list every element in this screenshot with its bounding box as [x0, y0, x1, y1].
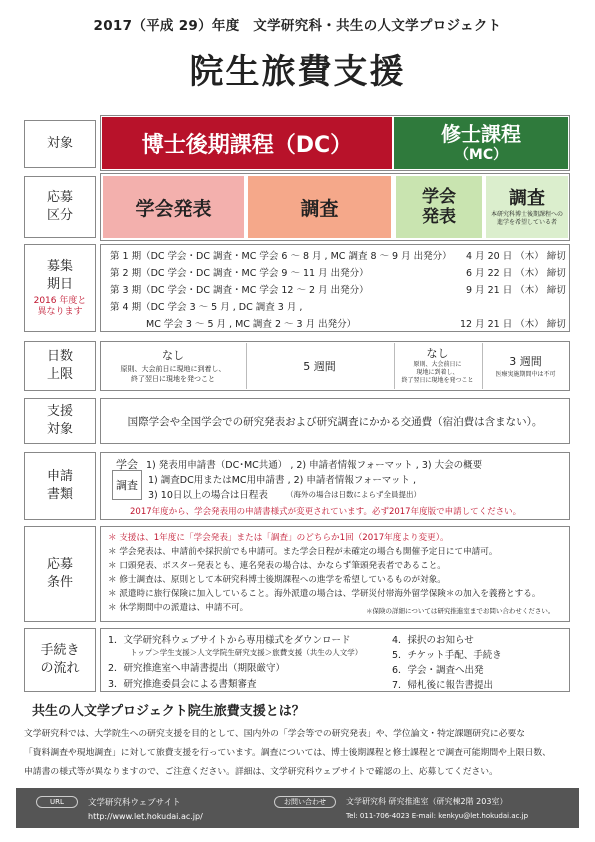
support-label-line1: 支援	[46, 404, 73, 419]
category-label-line1: 応募	[46, 190, 73, 205]
docs-chosa-note: （海外の場合は日数によらず全員提出）	[286, 490, 421, 499]
mc-survey-cell	[486, 176, 568, 238]
condition-item-6: ＊ 休学期間中の派遣は、申請不可。	[108, 603, 249, 613]
category-label-line2: 区分	[46, 208, 73, 223]
mc-survey-text: 調査	[509, 188, 545, 209]
docs-chosa-line2: 3) 10日以上の場合は日程表	[148, 490, 268, 501]
target-label	[24, 120, 96, 168]
footer-contact-badge	[274, 796, 336, 808]
docs-chosa-label	[112, 470, 142, 500]
target-label-text: 対象	[46, 136, 73, 151]
mc-banner	[394, 117, 568, 169]
footer-contact-label: お問い合わせ	[284, 798, 326, 806]
docs-label-line1: 申請	[46, 469, 73, 484]
period-deadline-1: 4 月 20 日 （木） 締切	[466, 251, 566, 262]
dc-banner	[102, 117, 392, 169]
docs-gakkai-text: 1) 発表用申請書（DC･MC共通） , 2) 申請者情報フォーマット , 3) 大会の概要	[146, 460, 483, 471]
about-line-2: 「資料調査や現地調査」に対して旅費支援を行っています。調査については、博士後期課程と修士課程とで調査可能期間や上限日数、	[24, 748, 551, 758]
mc-survey-note1: 本研究科博士後期課程への	[490, 211, 563, 218]
flow-step-4: 4．採択のお知らせ	[392, 635, 474, 646]
days-dc-survey	[246, 343, 392, 389]
flow-step-6: 6．学会・調査へ出発	[392, 665, 484, 676]
days-mc-present-main: なし	[426, 347, 449, 360]
footer-url-label: URL	[50, 798, 64, 806]
days-dc-survey-main: 5 週間	[303, 360, 336, 373]
period-deadline-2: 6 月 22 日 （木） 締切	[466, 268, 566, 279]
days-label	[24, 341, 96, 391]
days-dc-present-main: なし	[162, 349, 184, 362]
category-label	[24, 176, 96, 238]
condition-item-2: ＊ 学会発表は、申請前や採択前でも申請可。また学会日程が未確定の場合も開催予定日にて申請可。	[108, 547, 498, 557]
support-label	[24, 398, 96, 444]
period-note-line1: 2016 年度と	[33, 296, 87, 306]
flow-step-2: 2．研究推進室へ申請書提出（期限厳守）	[108, 663, 286, 674]
mc-present-line2: 発表	[422, 207, 456, 227]
days-dc-present	[102, 343, 244, 389]
docs-chosa-label-text: 調査	[116, 479, 138, 492]
period-deadline-3: 9 月 21 日 （木） 締切	[466, 285, 566, 296]
support-label-line2: 対象	[46, 422, 73, 437]
footer-site-name: 文学研究科ウェブサイト	[88, 798, 181, 808]
footer-office: 文学研究科 研究推進室（研究棟2階 203室）	[346, 797, 508, 806]
flow-label	[24, 628, 96, 692]
days-mc-survey-main: 3 週間	[509, 355, 542, 368]
footer-url[interactable]: http://www.let.hokudai.ac.jp/	[88, 812, 203, 821]
docs-gakkai-label: 学会	[116, 458, 138, 471]
mc-present-cell	[396, 176, 482, 238]
period-row-3: 第 3 期（DC 学会・DC 調査・MC 学会 12 ～ 2 月 出発分）	[110, 285, 369, 296]
docs-label-line2: 書類	[46, 487, 73, 502]
conditions-label	[24, 526, 96, 622]
footer-tel: Tel: 011-706-4023 E-mail: kenkyu@let.hokudai.ac.jp	[346, 812, 529, 820]
condition-item-5: ＊ 派遣時に旅行保険に加入していること。海外派遣の場合は、学研災付帯海外留学保険＊の加入を義務とする。	[108, 589, 541, 599]
days-mc-present-note1: 原則、大会前日に	[413, 361, 462, 368]
dc-banner-text: 博士後期課程（DC）	[141, 132, 353, 158]
condition-item-1: ＊ 支援は、1年度に「学会発表」または「調査」のどちらか1回（2017年度より変更）。	[108, 533, 449, 543]
period-row-4: 第 4 期（DC 学会 3 ～ 5 月 , DC 調査 3 月 ,	[110, 302, 303, 313]
days-dc-present-note1: 原則、大会前日に現地に到着し、	[120, 365, 226, 373]
days-mc-present-note2: 現地に到着し、	[416, 369, 459, 376]
period-deadline-4: 12 月 21 日 （木） 締切	[460, 319, 566, 330]
conditions-label-line1: 応募	[46, 557, 73, 572]
days-mc-present	[394, 343, 480, 389]
period-row-2: 第 2 期（DC 学会・DC 調査・MC 学会 9 ～ 11 月 出発分）	[110, 268, 369, 279]
flow-label-line1: 手続き	[40, 643, 80, 658]
condition-item-4: ＊ 修士調査は、原則として本研究科博士後期課程への進学を希望しているものが対象。	[108, 575, 446, 585]
period-label	[24, 244, 96, 332]
flow-step-3: 3．研究推進委員会による書類審査	[108, 679, 257, 690]
days-label-line1: 日数	[46, 349, 73, 364]
period-label-line1: 募集	[46, 259, 73, 274]
days-mc-present-note3: 終了翌日に現地を発つこと	[401, 377, 474, 384]
conditions-label-line2: 条件	[46, 575, 73, 590]
about-line-3: 申請書の様式等が異なりますので、ご注意ください。詳細は、文学研究科ウェブサイトで確認の上、応募してください。	[24, 767, 498, 777]
days-mc-survey	[482, 343, 568, 389]
support-box	[100, 398, 570, 444]
dc-survey-text: 調査	[300, 197, 339, 220]
flow-step-7: 7．帰札後に報告書提出	[392, 680, 494, 691]
support-text: 国際学会や全国学会での研究発表および研究調査にかかる交通費（宿泊費は含まない）。	[127, 415, 543, 428]
page-title: 院生旅費支援	[189, 52, 406, 92]
docs-chosa-line1: 1) 調査DC用またはMC用申請書 , 2) 申請者情報フォーマット ,	[148, 475, 417, 486]
footer-url-badge	[36, 796, 78, 808]
flow-step-5: 5．チケット手配、手続き	[392, 650, 502, 661]
mc-banner-line1: 修士課程	[441, 122, 521, 146]
mc-survey-note2: 進学を希望している者	[496, 219, 557, 226]
days-mc-survey-note: 医療実施期間中は不可	[495, 371, 556, 378]
period-label-line2: 期日	[46, 277, 73, 292]
footer	[16, 788, 579, 828]
period-row-5: MC 学会 3 ～ 5 月 , MC 調査 2 ～ 3 月 出発分）	[146, 319, 357, 330]
docs-label	[24, 452, 96, 520]
about-title: 共生の人文学プロジェクト院生旅費支援とは？	[32, 704, 305, 719]
flow-path: トップ＞学生支援＞人文学院生研究支援＞旅費支援（共生の人文学）	[130, 648, 363, 657]
docs-notice: 2017年度から、学会発表用の申請書様式が変更されています。必ず2017年度版で申請してください。	[130, 507, 522, 517]
condition-footnote: ＊保険の詳細については研究推進室までお問い合わせください。	[366, 607, 555, 615]
condition-item-3: ＊ 口頭発表、ポスター発表とも、連名発表の場合は、かならず筆頭発表者であること。	[108, 561, 446, 571]
dc-survey-cell	[248, 176, 391, 238]
flow-label-line2: の流れ	[40, 661, 80, 676]
dc-present-text: 学会発表	[135, 197, 212, 220]
flow-step-1: 1．文学研究科ウェブサイトから専用様式をダウンロード	[108, 635, 351, 646]
period-row-1: 第 1 期（DC 学会・DC 調査・MC 学会 6 ～ 8 月 , MC 調査 8 ～ 9 月 出発分）	[110, 251, 452, 262]
header-subtitle: 2017（平成 29）年度 文学研究科・共生の人文学プロジェクト	[93, 18, 502, 34]
period-note-line2: 異なります	[37, 307, 83, 317]
about-line-1: 文学研究科では、大学院生への研究支援を目的として、国内外の「学会等での研究発表」や、学位論文・特定課題研究に必要な	[24, 729, 526, 739]
days-dc-present-note2: 終了翌日に現地を発つこと	[131, 375, 215, 383]
mc-banner-line2: （MC）	[454, 147, 508, 163]
mc-present-line1: 学会	[422, 187, 456, 207]
days-label-line2: 上限	[46, 367, 73, 382]
dc-present-cell	[103, 176, 244, 238]
